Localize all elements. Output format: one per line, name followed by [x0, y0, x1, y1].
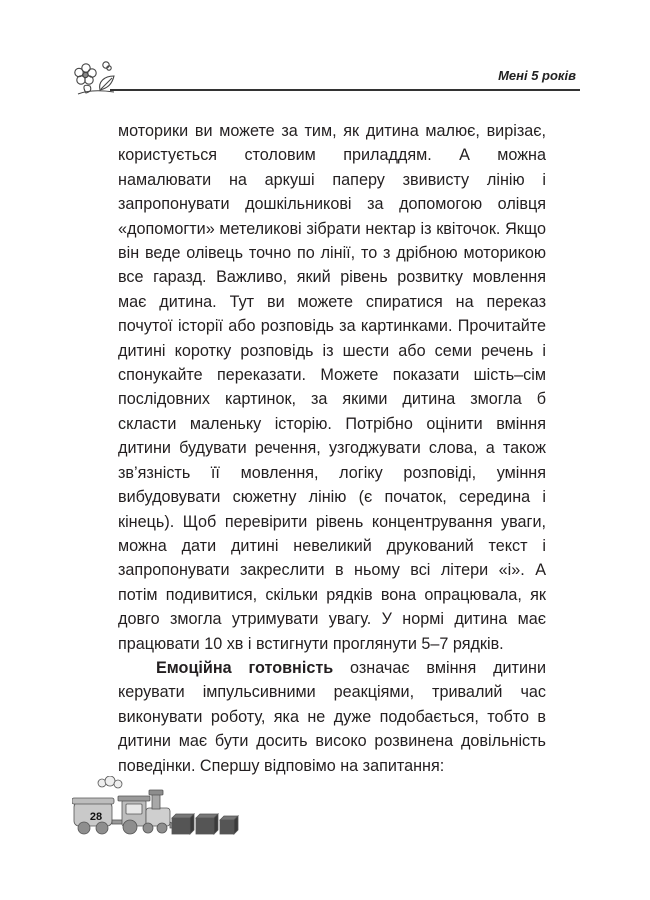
- main-text: [118, 119, 546, 778]
- running-header: [70, 56, 580, 102]
- paragraph-lead: Емоційна готовність: [156, 658, 334, 677]
- paragraph: моторики ви можете за тим, як дитина малює, вирізає, користується столовим приладдям. А можна намалювати на аркуші паперу звивисту лінію і запропонувати дошкільникові за допомогою олівця «допомогти» метеликові зібрати нектар із квіточок. Якщо він веде олівець точно по лінії, то з дрібною моторикою все гаразд. Важливо, який рівень розвитку мовлення має дитина. Тут ви можете спиратися на переказ почутої історії або розповідь за картинками. Прочитайте дитині коротку розповідь із шести або семи речень і спонукайте переказати. Можете показати шість–сім послідовних картинок, за якими дитина змогла б скласти маленьку історію. Потрібно оцінити вміння дитини будувати речення, узгоджувати слова, а також зв’язність її мовлення, логіку розповіді, уміння вибудовувати сюжетну лінію (є початок, середина і кінець). Щоб перевірити рівень концентрування уваги, можна дати дитині невеликий друкований текст і запропонувати закреслити в ньому всі літери «і». А потім подивитися, скільки рядків вона опрацювала, як довго змогла утримувати увагу. У нормі дитина має працювати 10 хв і встигнути проглянути 5–7 рядків.: [118, 122, 546, 653]
- flower-ornament-icon: [70, 56, 126, 100]
- page-number: 28: [89, 811, 103, 823]
- toy-train-icon: [72, 776, 250, 842]
- paragraph: [118, 656, 546, 778]
- header-title: Мені 5 років: [498, 68, 576, 83]
- paragraph-text: означає вміння дитини керувати імпульсивними реакціями, тривалий час виконувати роботу, яка не дуже подобається, тобто в дитини має бути досить високо розвинена довільність поведінки. Спершу відповімо на запитання:: [118, 658, 546, 775]
- header-rule: [110, 89, 580, 91]
